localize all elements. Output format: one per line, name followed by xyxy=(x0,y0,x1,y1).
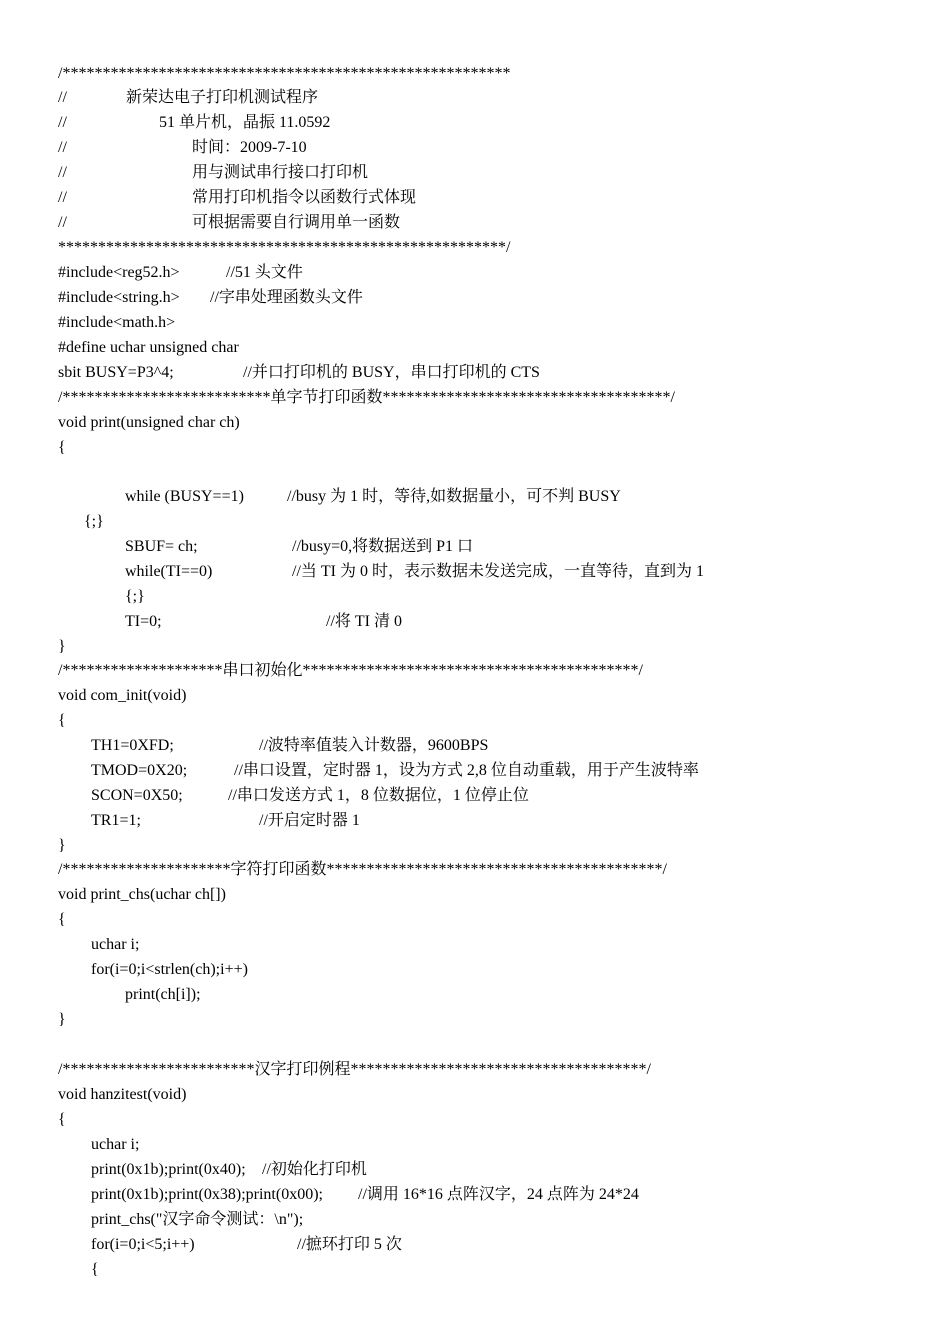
code-line: } xyxy=(58,638,66,655)
code-comment: //串口发送方式 1，8 位数据位，1 位停止位 xyxy=(228,787,529,804)
code-line: {;} xyxy=(84,513,104,530)
code-line: #include<reg52.h> xyxy=(58,264,180,281)
code-line: {;} xyxy=(125,588,145,605)
code-comment: 常用打印机指令以函数行式体现 xyxy=(192,189,417,206)
code-line: TMOD=0X20; xyxy=(91,762,188,779)
code-line: #include<math.h> xyxy=(58,314,176,331)
code-line: { xyxy=(58,439,66,456)
code-comment: //busy 为 1 时，等待,如数据量小，可不判 BUSY xyxy=(287,488,621,505)
code-line: print(0x1b);print(0x38);print(0x00); xyxy=(91,1186,323,1203)
code-line: SBUF= ch; xyxy=(125,538,198,555)
code-line: // xyxy=(58,114,67,131)
code-comment: //调用 16*16 点阵汉字，24 点阵为 24*24 xyxy=(358,1186,639,1203)
code-line: /********************串口初始化******************************************/ xyxy=(58,662,643,679)
code-line: for(i=0;i<5;i++) xyxy=(91,1236,195,1253)
code-comment: //51 头文件 xyxy=(226,264,303,281)
code-comment: 用与测试串行接口打印机 xyxy=(192,164,369,181)
code-line: /************************汉字打印例程*************************************/ xyxy=(58,1061,651,1078)
code-line: /**************************单字节打印函数************************************/ xyxy=(58,389,675,406)
code-line: uchar i; xyxy=(91,1136,140,1153)
code-line: ********************************************************/ xyxy=(58,239,511,256)
code-line: TI=0; xyxy=(125,613,162,630)
code-line: { xyxy=(58,911,66,928)
code-line: // xyxy=(58,164,67,181)
code-comment: //字串处理函数头文件 xyxy=(210,289,363,306)
code-line: /*********************字符打印函数******************************************/ xyxy=(58,861,667,878)
code-line: /******************************************************** xyxy=(58,65,511,82)
code-line: sbit BUSY=P3^4; xyxy=(58,364,174,381)
code-comment: 时间：2009-7-10 xyxy=(192,139,307,156)
code-comment: //波特率值装入计数器，9600BPS xyxy=(259,737,489,754)
code-line: void com_init(void) xyxy=(58,687,187,704)
code-line: #define uchar unsigned char xyxy=(58,339,239,356)
code-comment: //摭环打印 5 次 xyxy=(297,1236,402,1253)
code-comment: //串口设置，定时器 1，设为方式 2,8 位自动重载，用于产生波特率 xyxy=(234,762,699,779)
code-line: print(0x1b);print(0x40); xyxy=(91,1161,246,1178)
code-comment: 51 单片机，晶振 11.0592 xyxy=(159,114,331,131)
code-line: #include<string.h> xyxy=(58,289,180,306)
code-line: { xyxy=(91,1261,99,1278)
code-line: while (BUSY==1) xyxy=(125,488,244,505)
code-line: print_chs("汉字命令测试：\n"); xyxy=(91,1211,304,1228)
code-line: print(ch[i]); xyxy=(125,986,201,1003)
code-comment: //busy=0,将数据送到 P1 口 xyxy=(292,538,474,555)
code-line: SCON=0X50; xyxy=(91,787,183,804)
code-line: TH1=0XFD; xyxy=(91,737,174,754)
code-line: void hanzitest(void) xyxy=(58,1086,187,1103)
code-line: while(TI==0) xyxy=(125,563,213,580)
code-line: { xyxy=(58,1111,66,1128)
code-comment: 新荣达电子打印机测试程序 xyxy=(126,89,319,106)
code-comment: //将 TI 清 0 xyxy=(326,613,402,630)
code-line: // xyxy=(58,139,67,156)
code-line: // xyxy=(58,89,67,106)
code-line: } xyxy=(58,837,66,854)
code-comment: //并口打印机的 BUSY，串口打印机的 CTS xyxy=(243,364,540,381)
code-line: // xyxy=(58,189,67,206)
code-comment: //当 TI 为 0 时，表示数据未发送完成，一直等待，直到为 1 xyxy=(292,563,704,580)
code-line: // xyxy=(58,214,67,231)
code-line: void print(unsigned char ch) xyxy=(58,414,240,431)
code-line: for(i=0;i<strlen(ch);i++) xyxy=(91,961,248,978)
code-line: { xyxy=(58,712,66,729)
code-line: uchar i; xyxy=(91,936,140,953)
code-line: } xyxy=(58,1011,66,1028)
code-line: void print_chs(uchar ch[]) xyxy=(58,886,226,903)
code-comment: //开启定时器 1 xyxy=(259,812,360,829)
code-comment: //初始化打印机 xyxy=(262,1161,367,1178)
code-line: TR1=1; xyxy=(91,812,141,829)
code-comment: 可根据需要自行调用单一函数 xyxy=(192,214,401,231)
